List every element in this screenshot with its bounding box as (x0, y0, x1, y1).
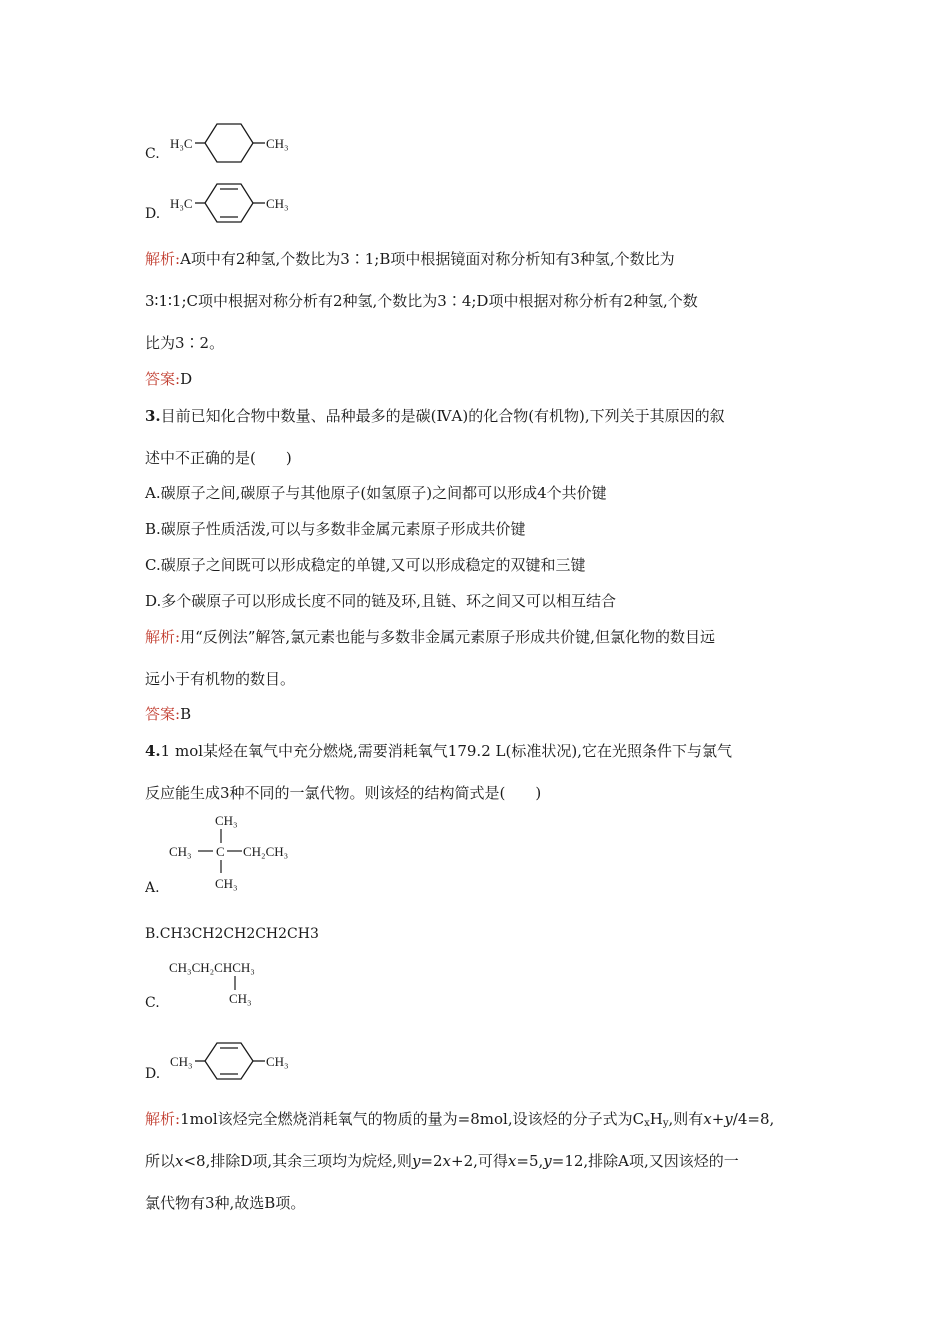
svg-text:CH₃: CH₃ (170, 1054, 193, 1069)
ch3-left: H₃C (170, 136, 193, 151)
q2-option-d[interactable] (145, 178, 315, 228)
option-d[interactable]: D.多个碳原子可以形成长度不同的链及环,且链、环之间又可以相互结合 (145, 592, 617, 610)
question-number: 3. (145, 407, 161, 425)
explanation-label: 解析: (145, 250, 181, 268)
explanation-label: 解析: (145, 628, 181, 646)
q4-option-d[interactable] (145, 1038, 315, 1088)
option-c-label: C. (145, 146, 160, 162)
svg-text:CH₃CH₂CHCH₃: CH₃CH₂CHCH₃ (169, 960, 255, 975)
svg-text:CH₃: CH₃ (266, 196, 289, 211)
option-c-label: C. (145, 995, 160, 1011)
q2-answer (145, 368, 810, 389)
option-c[interactable]: C.碳原子之间既可以形成稳定的单键,又可以形成稳定的双键和三键 (145, 556, 586, 574)
option-a-label: A. (145, 880, 160, 896)
svg-text:CH₃: CH₃ (169, 844, 192, 859)
option-d-label: D. (145, 206, 161, 222)
svg-text:CH₃: CH₃ (229, 991, 252, 1006)
q4-explanation: 解析:1mol该烃完全燃烧消耗氧气的物质的量为=8mol,设该烃的分子式为$C_xH_y$,则有x+y/4=8, 所以x<8,排除D项,其余三项均为烷烃,则y=2x+2,可得x=5,y=12,排除A项,又因该烃的一 氯代物有3种,故选B项。 (145, 1108, 810, 1213)
cyclohexane-structure (145, 118, 315, 168)
q4-option-a[interactable] (145, 810, 325, 900)
question-text: 述中不正确的是( ) (145, 449, 292, 467)
dimethylbutane-structure (145, 810, 325, 900)
svg-text:CH₃: CH₃ (215, 876, 238, 891)
ch3-right: CH₃ (266, 136, 289, 151)
q4-stem (145, 740, 810, 803)
explanation-text: 氯代物有3种,故选B项。 (145, 1194, 306, 1212)
explanation-text: 远小于有机物的数目。 (145, 670, 296, 688)
q2-option-c[interactable] (145, 118, 315, 168)
q3-stem (145, 405, 810, 468)
question-text: 目前已知化合物中数量、品种最多的是碳(ⅣA)的化合物(有机物),下列关于其原因的叙 (160, 407, 725, 425)
answer-value: B (180, 705, 192, 723)
svg-text:CH₂CH₃: CH₂CH₃ (243, 844, 289, 859)
explanation-text: 3∶1∶1;C项中根据对称分析有2种氢,个数比为3∶4;D项中根据对称分析有2种氢,个数 (145, 292, 698, 310)
q4-option-c[interactable] (145, 955, 325, 1015)
svg-text:CH₃: CH₃ (266, 1054, 289, 1069)
svg-text:CH₃: CH₃ (215, 813, 238, 828)
answer-label: 答案: (145, 370, 181, 388)
methylbutane-structure (145, 955, 325, 1015)
explanation-text: 比为3∶2。 (145, 334, 225, 352)
para-xylene-structure (145, 1038, 315, 1088)
answer-value: D (180, 370, 193, 388)
q3-answer (145, 703, 810, 724)
option-b[interactable]: B.碳原子性质活泼,可以与多数非金属元素原子形成共价键 (145, 520, 526, 538)
svg-text:C: C (216, 844, 225, 859)
explanation-text: 用“反例法”解答,氯元素也能与多数非金属元素原子形成共价键,但氯化物的数目远 (180, 628, 715, 646)
para-xylene-structure (145, 178, 315, 228)
q4-option-b[interactable]: B.CH3CH2CH2CH2CH3 (145, 926, 319, 942)
question-number: 4. (145, 742, 161, 760)
q3-explanation (145, 626, 810, 689)
question-text: 反应能生成3种不同的一氯代物。则该烃的结构简式是( ) (145, 784, 542, 802)
explanation-label: 解析: (145, 1110, 181, 1128)
option-a[interactable]: A.碳原子之间,碳原子与其他原子(如氢原子)之间都可以形成4个共价键 (145, 484, 607, 502)
q2-explanation (145, 248, 810, 362)
q3-options (145, 482, 810, 626)
svg-text:H₃C: H₃C (170, 196, 193, 211)
explanation-text: A项中有2种氢,个数比为3∶1;B项中根据镜面对称分析知有3种氢,个数比为 (180, 250, 675, 268)
question-text: 1 mol某烃在氧气中充分燃烧,需要消耗氧气179.2 L(标准状况),它在光照条件下与氯气 (160, 742, 732, 760)
option-d-label: D. (145, 1066, 161, 1082)
answer-label: 答案: (145, 705, 181, 723)
